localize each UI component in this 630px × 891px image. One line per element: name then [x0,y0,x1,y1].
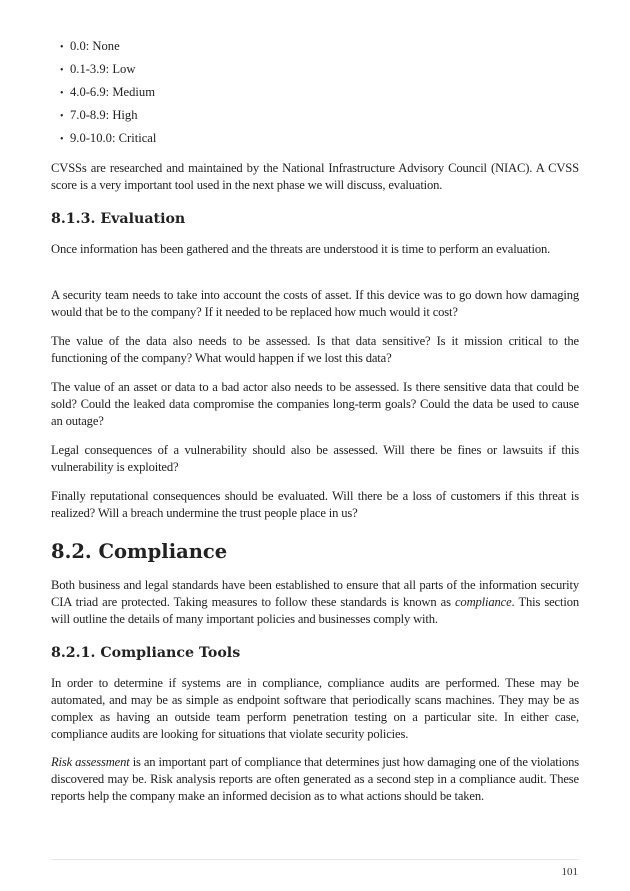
cvss-score-levels-list [60,37,156,152]
bullet-icon: • [60,65,64,76]
compliance-term: compliance [454,595,512,609]
evaluation-paragraph: Legal consequences of a vulnerability should also be assessed. Will there be fines or lawsuits if this vulnerability is exploited? [51,443,579,474]
list-item [60,106,156,129]
evaluation-paragraph: A security team needs to take into account the costs of asset. If this device was to go down how damaging would that be to the company? If it needed to be replaced how much would it cost? [51,288,579,319]
intro-text: Both business and legal standards have been established to ensure that all parts of the information security CIA triad are protected. Taking measures to follow these standards is known as [51,578,579,609]
evaluation-paragraph: Once information has been gathered and the threats are understood it is time to perform an evaluation. [51,242,551,256]
bullet-icon: • [60,42,64,53]
list-item [60,37,156,60]
risk-assessment-term: Risk assessment [51,755,130,769]
intro-text: . This section will outline the details of many important policies and businesses comply with. [51,595,579,626]
bullet-icon: • [60,88,64,99]
page-number: 101 [561,866,578,878]
compliance-tools-heading: 8.2.1. Compliance Tools [51,645,241,661]
list-item-text: 0.1-3.9: Low [70,62,136,76]
risk-assessment-text: is an important part of compliance that determines just how damaging one of the violations discovered may be. Risk analysis reports are often generated as a second step in a compliance audit. These reports help the company make an informed decision as to what actions should be taken. [51,755,579,803]
footer-divider [51,859,579,860]
list-item [60,60,156,83]
evaluation-paragraph: The value of the data also needs to be assessed. Is that data sensitive? Is it mission critical to the functioning of the company? What would happen if we lost this data? [51,334,579,365]
evaluation-paragraph: The value of an asset or data to a bad actor also needs to be assessed. Is there sensitive data that could be sold? Could the leaked data compromise the companies long-term goals? Could the data be used to cause an outage? [51,380,579,428]
list-item [60,83,156,106]
compliance-intro-paragraph [51,577,579,628]
list-item-text: 9.0-10.0: Critical [70,131,157,145]
compliance-tools-paragraph: In order to determine if systems are in compliance, compliance audits are performed. These may be automated, and may be as simple as endpoint software that periodically scans machines. They may be as complex as having an outside team perform penetration testing on a particular site. In either case, compliance audits are looking for situations that violate security policies. [51,676,579,741]
compliance-heading: 8.2. Compliance [51,540,228,563]
list-item-text: 4.0-6.9: Medium [70,85,156,99]
bullet-icon: • [60,111,64,122]
evaluation-paragraph: Finally reputational consequences should be evaluated. Will there be a loss of customers if this threat is realized? Will a breach undermine the trust people place in us? [51,489,579,520]
cvss-paragraph: CVSSs are researched and maintained by the National Infrastructure Advisory Council (NIAC). A CVSS score is a very important tool used in the next phase we will discuss, evaluation. [51,161,579,192]
bullet-icon: • [60,134,64,145]
evaluation-heading: 8.1.3. Evaluation [51,211,186,227]
list-item-text: 7.0-8.9: High [70,108,138,122]
list-item [60,129,156,152]
list-item-text: 0.0: None [70,39,120,53]
risk-assessment-paragraph [51,754,579,805]
